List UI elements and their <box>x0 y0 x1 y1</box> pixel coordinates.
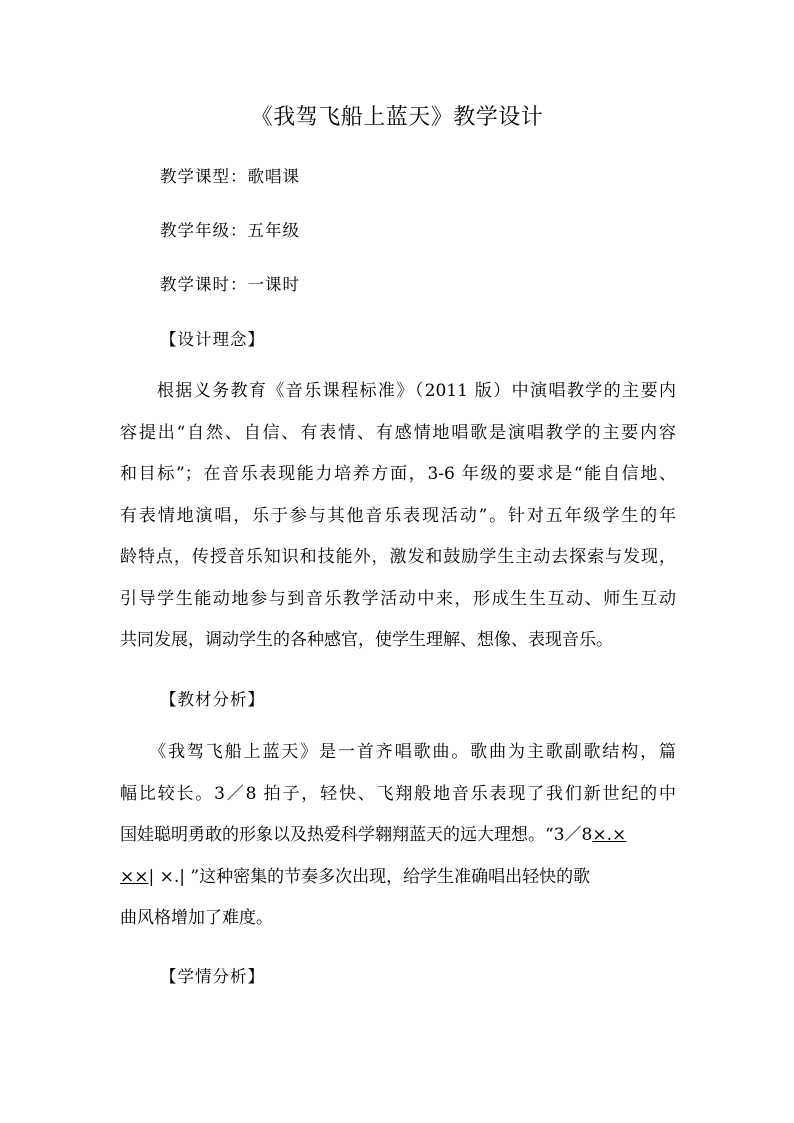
design-concept-paragraph <box>120 371 676 662</box>
lesson-periods: 教学课时：一课时 <box>160 275 300 294</box>
rhythm-notation: ×.× <box>592 825 627 845</box>
paragraph-line: 曲风格增加了难度。 <box>120 908 273 928</box>
paragraph-line: 根据义务教育《音乐课程标准》（2011 版）中演唱教学的主要内 <box>120 381 676 401</box>
paragraph-line: 有表情地演唱，乐于参与其他音乐表现活动”。针对五年级学生的年 <box>120 505 676 526</box>
rhythm-notation: | ×.| <box>148 866 186 887</box>
paragraph-line: 和目标”；在音乐表现能力培养方面，3-6 年级的要求是“能自信地、 <box>120 464 676 484</box>
lesson-type: 教学课型：歌唱课 <box>160 167 300 186</box>
paragraph-line: 幅比较长。3／8 拍子，轻快、飞翔般地音乐表现了我们新世纪的中 <box>120 783 676 804</box>
rhythm-notation: ×× <box>120 866 149 887</box>
design-concept-heading: 【设计理念】 <box>160 330 265 349</box>
lesson-grade: 教学年级：五年级 <box>160 221 300 240</box>
paragraph-line: 引导学生能动地参与到音乐教学活动中来，形成生生互动、师生互动 <box>120 588 676 609</box>
paragraph-line <box>120 815 676 857</box>
paragraph-line-text: 国娃聪明勇敢的形象以及热爱科学翱翔蓝天的远大理想。“3／8 <box>120 825 593 845</box>
paragraph-line: 共同发展，调动学生的各种感官，使学生理解、想像、表现音乐。 <box>120 630 613 650</box>
paragraph-line-text: ”这种密集的节奏多次出现，给学生准确唱出轻快的歌 <box>185 866 591 887</box>
paragraph-line: 《我驾飞船上蓝天》是一首齐唱歌曲。歌曲为主歌副歌结构，篇 <box>120 742 676 762</box>
material-analysis-heading: 【教材分析】 <box>160 690 265 709</box>
paragraph-line <box>120 857 676 899</box>
student-analysis-heading: 【学情分析】 <box>160 967 265 986</box>
material-analysis-paragraph <box>120 732 676 940</box>
paragraph-line: 容提出“自然、自信、有表情、有感情地唱歌是演唱教学的主要内容 <box>120 422 676 443</box>
document-title: 《我驾飞船上蓝天》教学设计 <box>250 105 544 130</box>
paragraph-line: 龄特点，传授音乐知识和技能外，激发和鼓励学生主动去探索与发现， <box>120 547 676 567</box>
